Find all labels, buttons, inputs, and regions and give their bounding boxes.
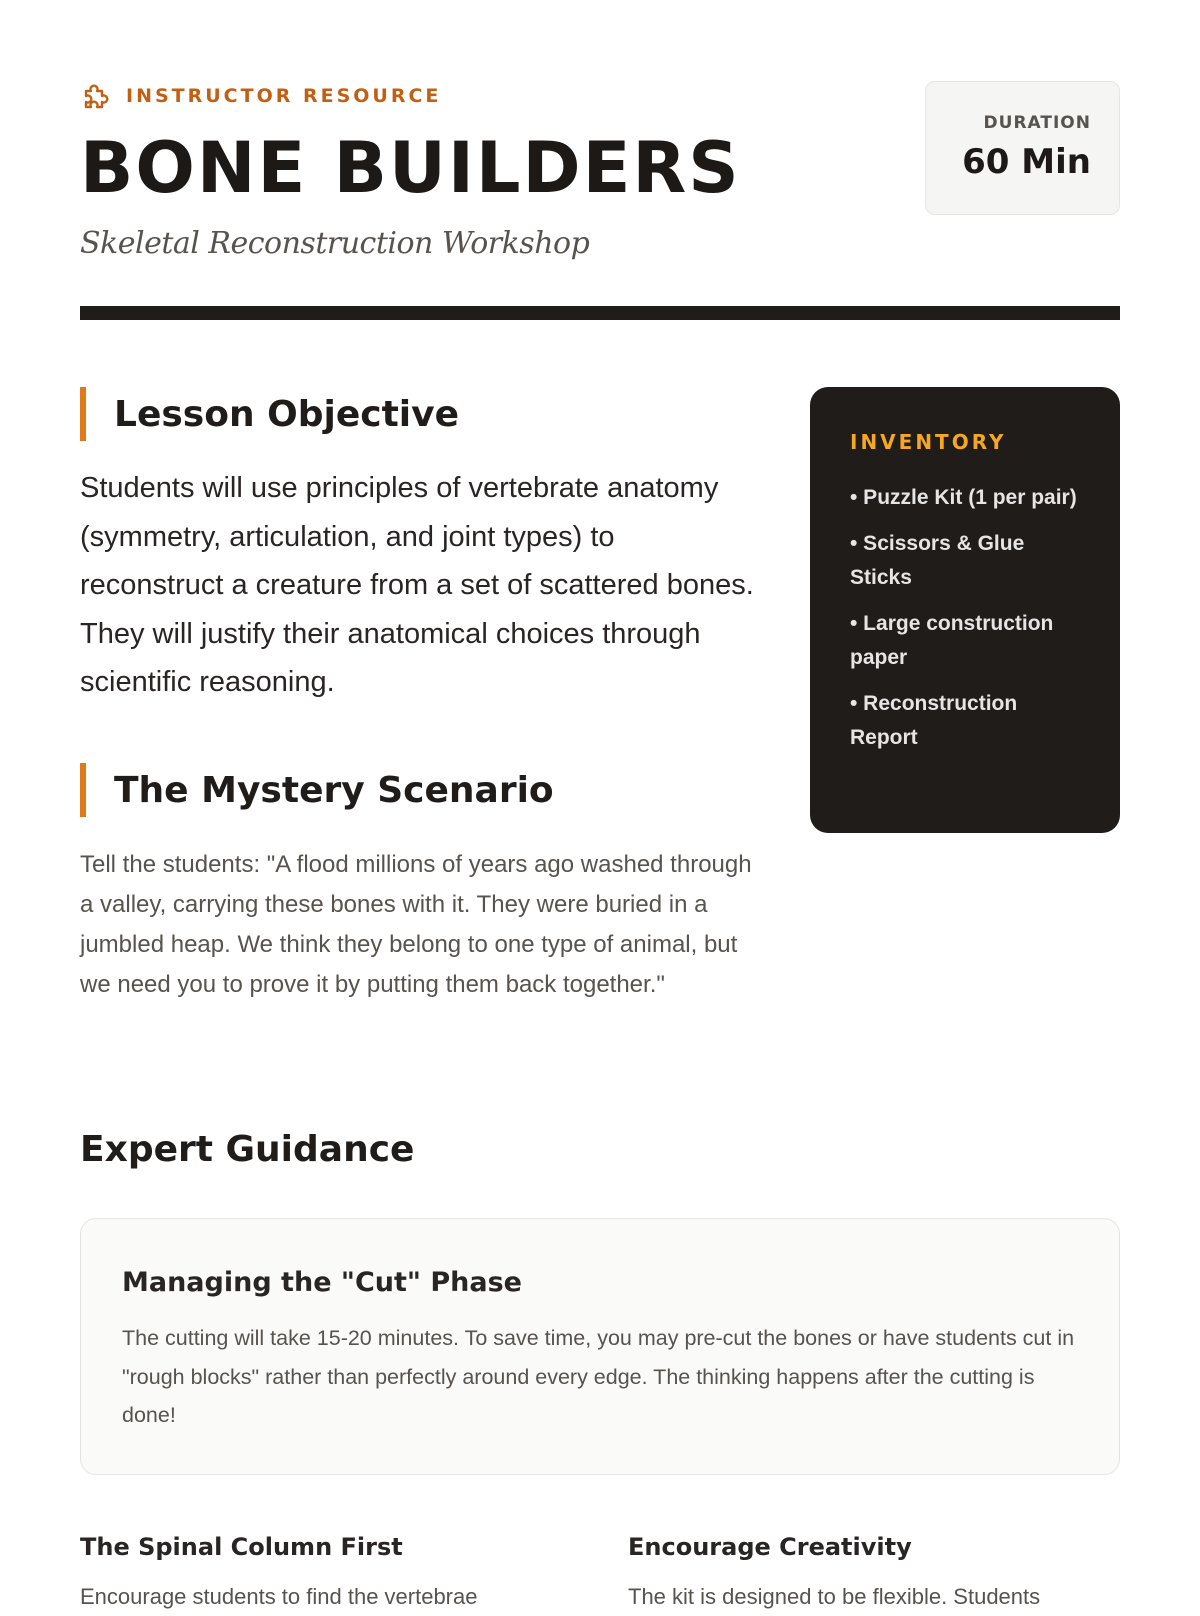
- tip-card-text: The cutting will take 15-20 minutes. To save time, you may pre-cut the bones or have students cut in "rough blocks" rather than perfectly around every edge. The thinking happens after the cutting is done!: [122, 1326, 1075, 1427]
- inventory-card: [810, 387, 1120, 833]
- eyebrow: [80, 80, 441, 112]
- objective-heading: [80, 387, 459, 441]
- section-accent-bar: [80, 763, 86, 817]
- inventory-item: • Scissors & Glue Sticks: [850, 532, 1025, 589]
- puzzle-piece-icon: [80, 80, 112, 112]
- section-accent-bar: [80, 387, 86, 441]
- guidance-column-title: The Spinal Column First: [80, 1533, 403, 1561]
- inventory-item: • Large construction paper: [850, 612, 1054, 669]
- inventory-title: INVENTORY: [850, 430, 1007, 454]
- objective-text: Students will use principles of vertebrate anatomy (symmetry, articulation, and joint types) to reconstruct a creature from a set of scattered bones. They will justify their anatomical choices through scientific reasoning.: [80, 472, 754, 698]
- eyebrow-label: INSTRUCTOR RESOURCE: [126, 85, 442, 107]
- tip-card-title: Managing the "Cut" Phase: [122, 1267, 522, 1298]
- scenario-heading-text: The Mystery Scenario: [114, 769, 554, 811]
- guidance-column-text: Encourage students to find the vertebrae: [80, 1584, 478, 1609]
- guidance-column-text: The kit is designed to be flexible. Students: [628, 1584, 1041, 1609]
- objective-heading-text: Lesson Objective: [114, 393, 460, 435]
- inventory-item: • Reconstruction Report: [850, 692, 1018, 749]
- duration-label: DURATION: [983, 113, 1091, 133]
- duration-value: 60 Min: [962, 142, 1091, 182]
- lesson-page: [80, 0, 1120, 1609]
- tip-card: [80, 1218, 1120, 1475]
- inventory-list: [850, 481, 1090, 755]
- guidance-heading: Expert Guidance: [80, 1129, 415, 1170]
- inventory-item: • Puzzle Kit (1 per pair): [850, 486, 1077, 509]
- guidance-column-spinal: [80, 1530, 550, 1616]
- header-divider: [80, 306, 1120, 320]
- scenario-heading: [80, 763, 554, 817]
- scenario-text: Tell the students: "A flood millions of years ago washed through a valley, carrying these bones with it. They were buried in a jumbled heap. We think they belong to one type of animal, but we need you to prove it by putting them back together.": [80, 851, 752, 998]
- guidance-column-creativity: [628, 1530, 1098, 1616]
- duration-card: [925, 81, 1120, 215]
- page-subtitle: Skeletal Reconstruction Workshop: [80, 226, 590, 261]
- page-title: BONE BUILDERS: [80, 127, 741, 209]
- guidance-column-title: Encourage Creativity: [628, 1533, 912, 1561]
